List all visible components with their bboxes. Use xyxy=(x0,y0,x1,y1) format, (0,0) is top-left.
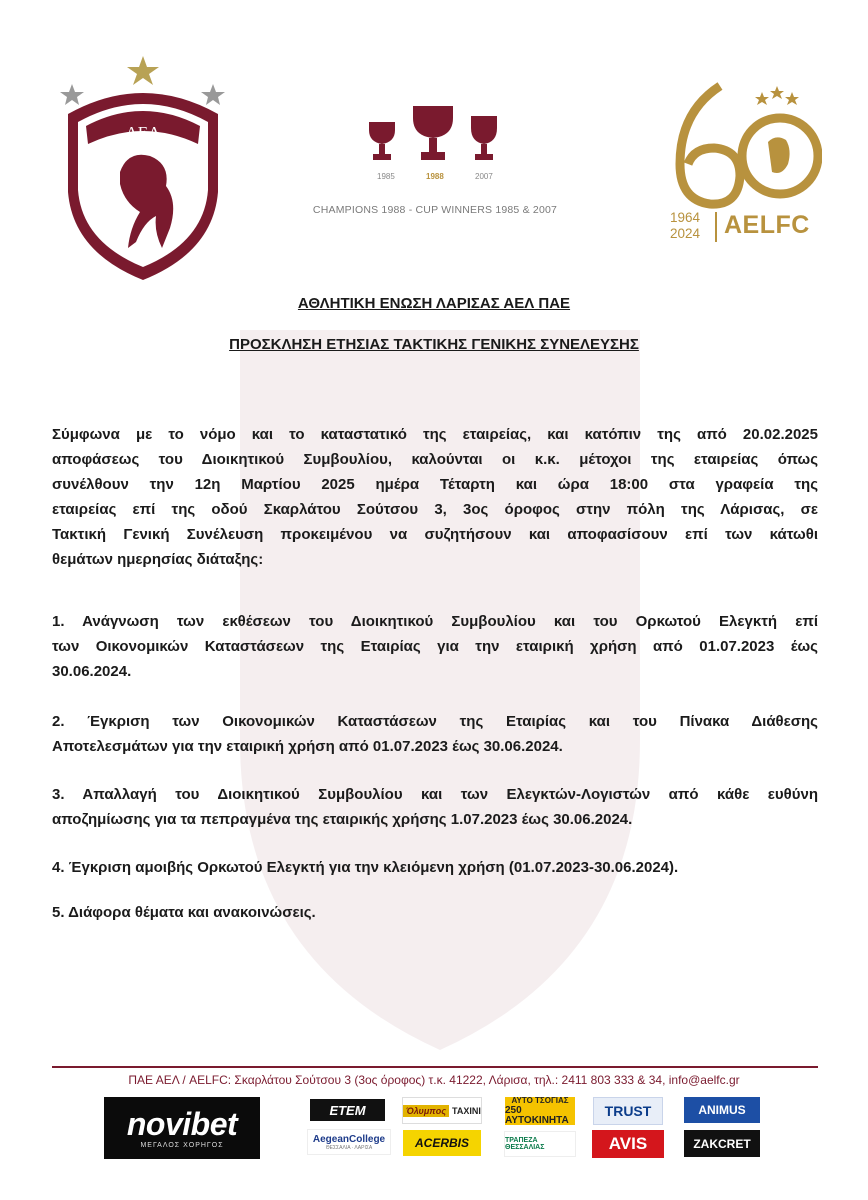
trophy-year-1985: 1985 xyxy=(377,172,395,181)
novibet-tagline: ΜΕΓΑΛΟΣ ΧΟΡΗΓΟΣ xyxy=(140,1141,224,1149)
tsogias-line1: ΑΥΤΟ ΤΣΟΓΙΑΣ xyxy=(511,1096,569,1105)
aegean-sub: ΘΕΣΣΑΛΙΑ · ΛΑΡΙΣΑ xyxy=(325,1144,373,1151)
sponsor-tsogias-logo xyxy=(505,1097,575,1125)
anniversary-years xyxy=(670,210,700,242)
agenda-line: 4. Έγκριση αμοιβής Ορκωτού Ελεγκτή για την κλειόμενη χρήση (01.07.2023-30.06.2024). xyxy=(52,859,679,876)
agenda-line: 2. Έγκριση των Οικονομικών Καταστάσεων της Εταιρίας και του Πίνακα Διάθεσης xyxy=(52,713,818,730)
champions-line: CHAMPIONS 1988 - CUP WINNERS 1985 & 2007 xyxy=(312,204,558,216)
tsogias-line2: 250 ΑΥΤΟΚΙΝΗΤΑ xyxy=(505,1105,569,1126)
intro-line: Τακτική Γενική Συνέλευση προκειμένου να συζητήσουν και αποφασίσουν επί των κάτωθι xyxy=(52,526,818,543)
olymp-sub: ΤΑΧΙΝΙ xyxy=(452,1105,481,1116)
agenda-line: 30.06.2024. xyxy=(52,663,132,680)
sponsor-etem-logo: ETEM xyxy=(310,1099,385,1121)
document-title-invitation: ΠΡΟΣΚΛΗΣΗ ΕΤΗΣΙΑΣ ΤΑΚΤΙΚΗΣ ΓΕΝΙΚΗΣ ΣΥΝΕΛΕΥΣΗΣ xyxy=(229,336,639,353)
sponsor-acerbis-logo: ACERBIS xyxy=(403,1130,481,1156)
agenda-item-2 xyxy=(52,709,818,759)
sponsor-zakcret-logo: ZAKCRET xyxy=(684,1130,760,1157)
trophy-year-2007: 2007 xyxy=(475,172,493,181)
trophies-icon xyxy=(355,100,515,180)
agenda-item-5 xyxy=(52,900,818,925)
anniversary-brand: AELFC xyxy=(724,211,810,239)
agenda-item-3 xyxy=(52,782,818,832)
agenda-line: 5. Διάφορα θέματα και ανακοινώσεις. xyxy=(52,904,316,921)
footer-address: ΠΑΕ ΑΕΛ / AELFC: Σκαρλάτου Σούτσου 3 (3ος όροφος) τ.κ. 41222, Λάρισα, τηλ.: 2411 803 333 & 34, info@aelfc.gr xyxy=(128,1073,740,1087)
intro-line: θεμάτων ημερησίας διάταξης: xyxy=(52,551,264,568)
agenda-line: αποζημίωσης για τα πεπραγμένα της εταιρικής χρήσης 1.07.2023 έως 30.06.2024. xyxy=(52,811,633,828)
ael-crest-logo xyxy=(58,52,228,284)
aegean-name: AegeanCollege xyxy=(312,1133,386,1145)
agenda-line: των Οικονομικών Καταστάσεων της Εταιρίας για την εταιρική χρήση από 01.07.2023 έως xyxy=(52,638,818,655)
footer-divider xyxy=(52,1066,818,1068)
sponsor-aegean-college-logo xyxy=(307,1129,391,1155)
agenda-line: 3. Απαλλαγή του Διοικητικού Συμβουλίου και των Ελεγκτών-Λογιστών από κάθε ευθύνη xyxy=(52,786,818,803)
intro-line: εταιρείας επί της οδού Σκαρλάτου Σούτσου 3, 3ος όροφος στην πόλη της Λάρισας, σε xyxy=(52,501,818,518)
intro-line: συνέλθουν την 12η Μαρτίου 2025 ημέρα Τέταρτη και ώρα 18:00 στα γραφεία της xyxy=(52,476,818,493)
agenda-item-4 xyxy=(52,855,818,880)
sponsor-trust-logo: TRUST xyxy=(593,1097,663,1125)
intro-line: αποφάσεως του Διοικητικού Συμβουλίου, καλούνται οι κ.κ. μέτοχοι της εταιρείας όπως xyxy=(52,451,818,468)
document-title-organization: ΑΘΛΗΤΙΚΗ ΕΝΩΣΗ ΛΑΡΙΣΑΣ ΑΕΛ ΠΑΕ xyxy=(297,295,571,312)
novibet-wordmark: novibet xyxy=(126,1105,238,1142)
sponsor-olympos-logo xyxy=(402,1097,482,1124)
sponsor-novibet-logo xyxy=(104,1097,260,1159)
agenda-line: 1. Ανάγνωση των εκθέσεων του Διοικητικού Συμβουλίου και του Ορκωτού Ελεγκτή επί xyxy=(52,613,818,630)
olymp-name: Όλυμπος xyxy=(403,1105,449,1117)
year-start: 1964 xyxy=(670,210,701,225)
agenda-line: Αποτελεσμάτων για την εταιρική χρήση από 01.07.2023 έως 30.06.2024. xyxy=(52,738,563,755)
trophy-year-1988: 1988 xyxy=(426,172,444,181)
year-end: 2024 xyxy=(670,226,701,241)
sponsor-trapeza-logo: ΤΡΑΠΕΖΑ ΘΕΣΣΑΛΙΑΣ xyxy=(504,1131,576,1157)
sponsor-animus-logo: ANIMUS xyxy=(684,1097,760,1123)
agenda-item-1 xyxy=(52,609,818,684)
intro-line: Σύμφωνα με το νόμο και το καταστατικό της εταιρείας, και κατόπιν της από 20.02.2025 xyxy=(52,426,818,443)
intro-paragraph xyxy=(52,422,818,572)
crest-letters: ΑΕΛ xyxy=(125,123,161,142)
anniversary-divider xyxy=(715,212,717,242)
sponsor-avis-logo: AVIS xyxy=(592,1130,664,1158)
